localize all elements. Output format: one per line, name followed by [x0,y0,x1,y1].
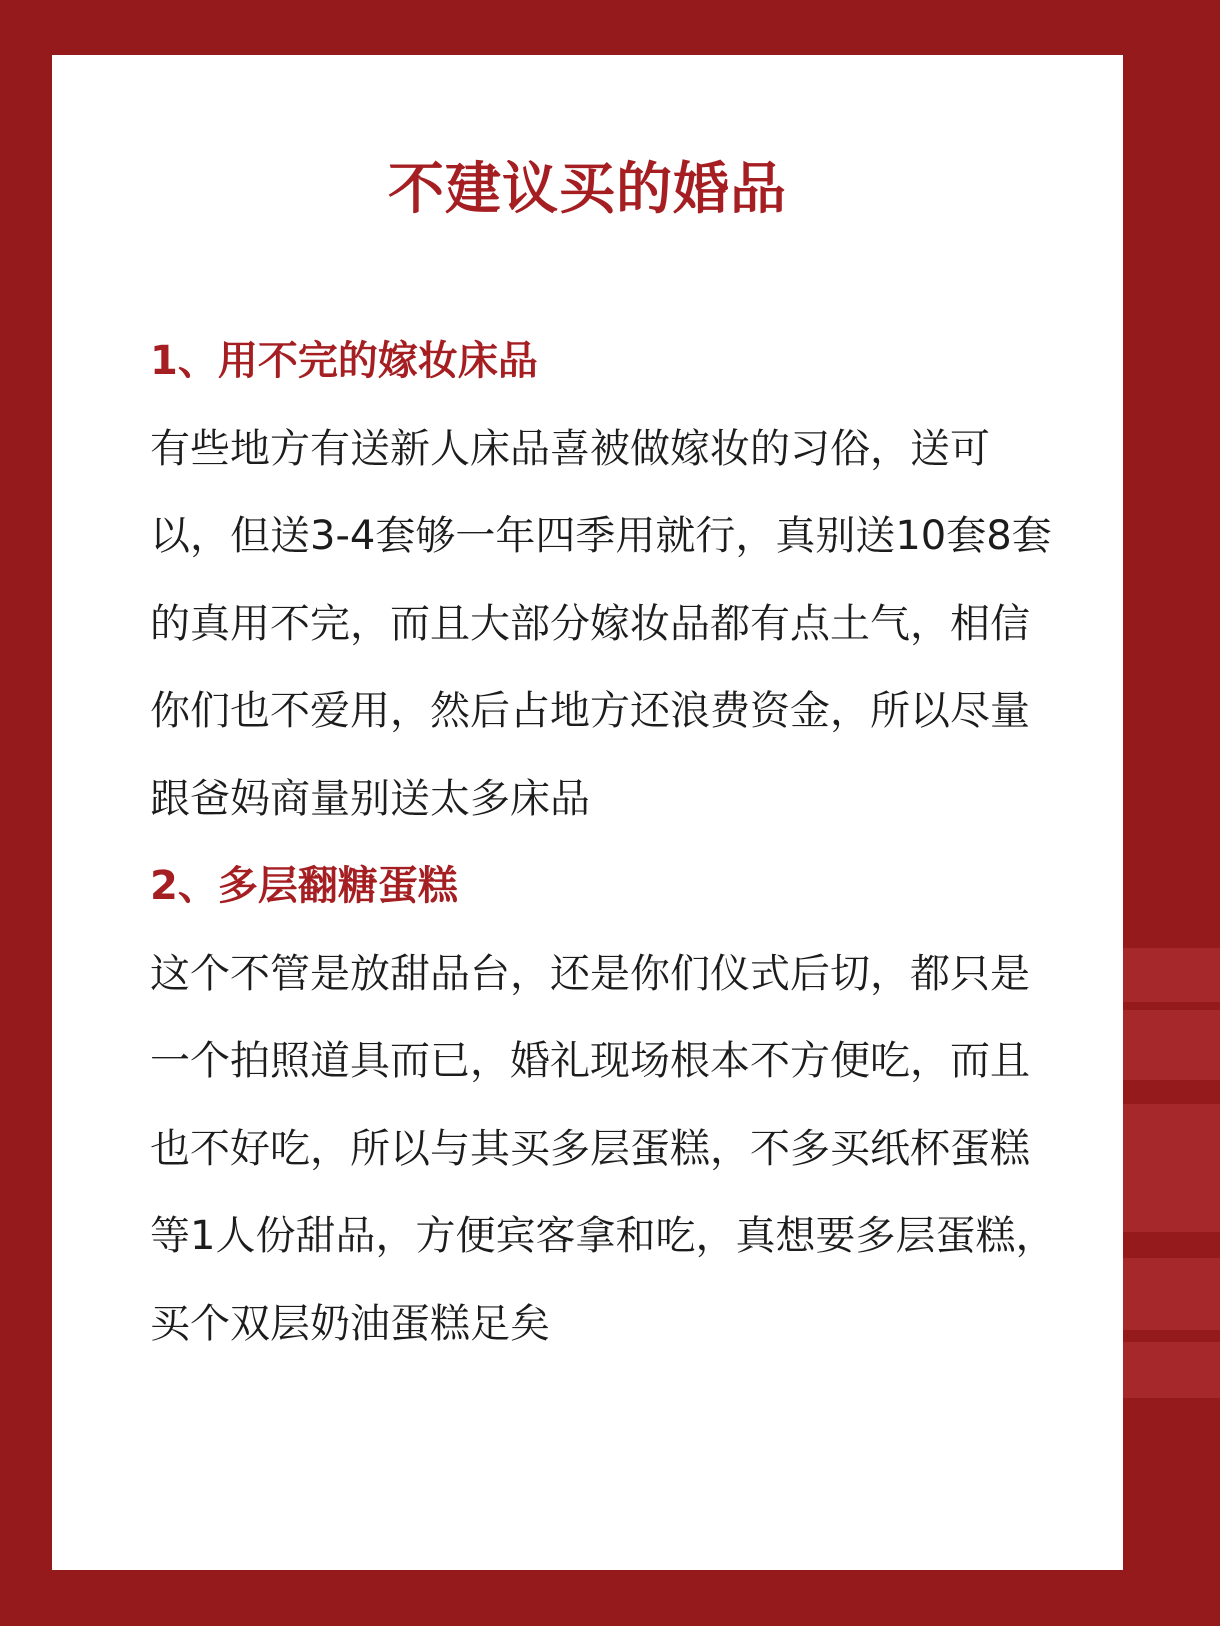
paragraph-line: 等1人份甜品，方便宾客拿和吃，真想要多层蛋糕， [150,1213,1056,1259]
paragraph-line: 有些地方有送新人床品喜被做嫁妆的习俗，送可 [150,425,990,472]
section-heading: 1、用不完的嫁妆床品 [150,338,538,384]
paragraph-line: 一个拍照道具而已，婚礼现场根本不方便吃，而且 [150,1038,1030,1084]
paragraph-line: 你们也不爱用，然后占地方还浪费资金，所以尽量 [150,688,1030,734]
border-stripe [1123,1010,1220,1080]
article-body [150,318,1110,1368]
paragraph-line: 的真用不完，而且大部分嫁妆品都有点土气，相信 [150,600,1030,647]
paragraph-line: 这个不管是放甜品台，还是你们仪式后切，都只是 [150,950,1030,997]
section-heading: 2、多层翻糖蛋糕 [150,863,458,909]
border-stripe [1123,948,1220,1002]
border-stripe [1123,1342,1220,1398]
paragraph-line: 买个双层奶油蛋糕足矣 [150,1300,550,1347]
border-stripe [1123,1104,1220,1232]
paragraph-line: 跟爸妈商量别送太多床品 [150,775,590,822]
border-stripe [1123,1258,1220,1330]
paragraph-line: 也不好吃，所以与其买多层蛋糕，不多买纸杯蛋糕 [150,1125,1030,1172]
page-title: 不建议买的婚品 [388,157,787,222]
paragraph-line: 以，但送3-4套够一年四季用就行，真别送10套8套 [150,513,1052,559]
